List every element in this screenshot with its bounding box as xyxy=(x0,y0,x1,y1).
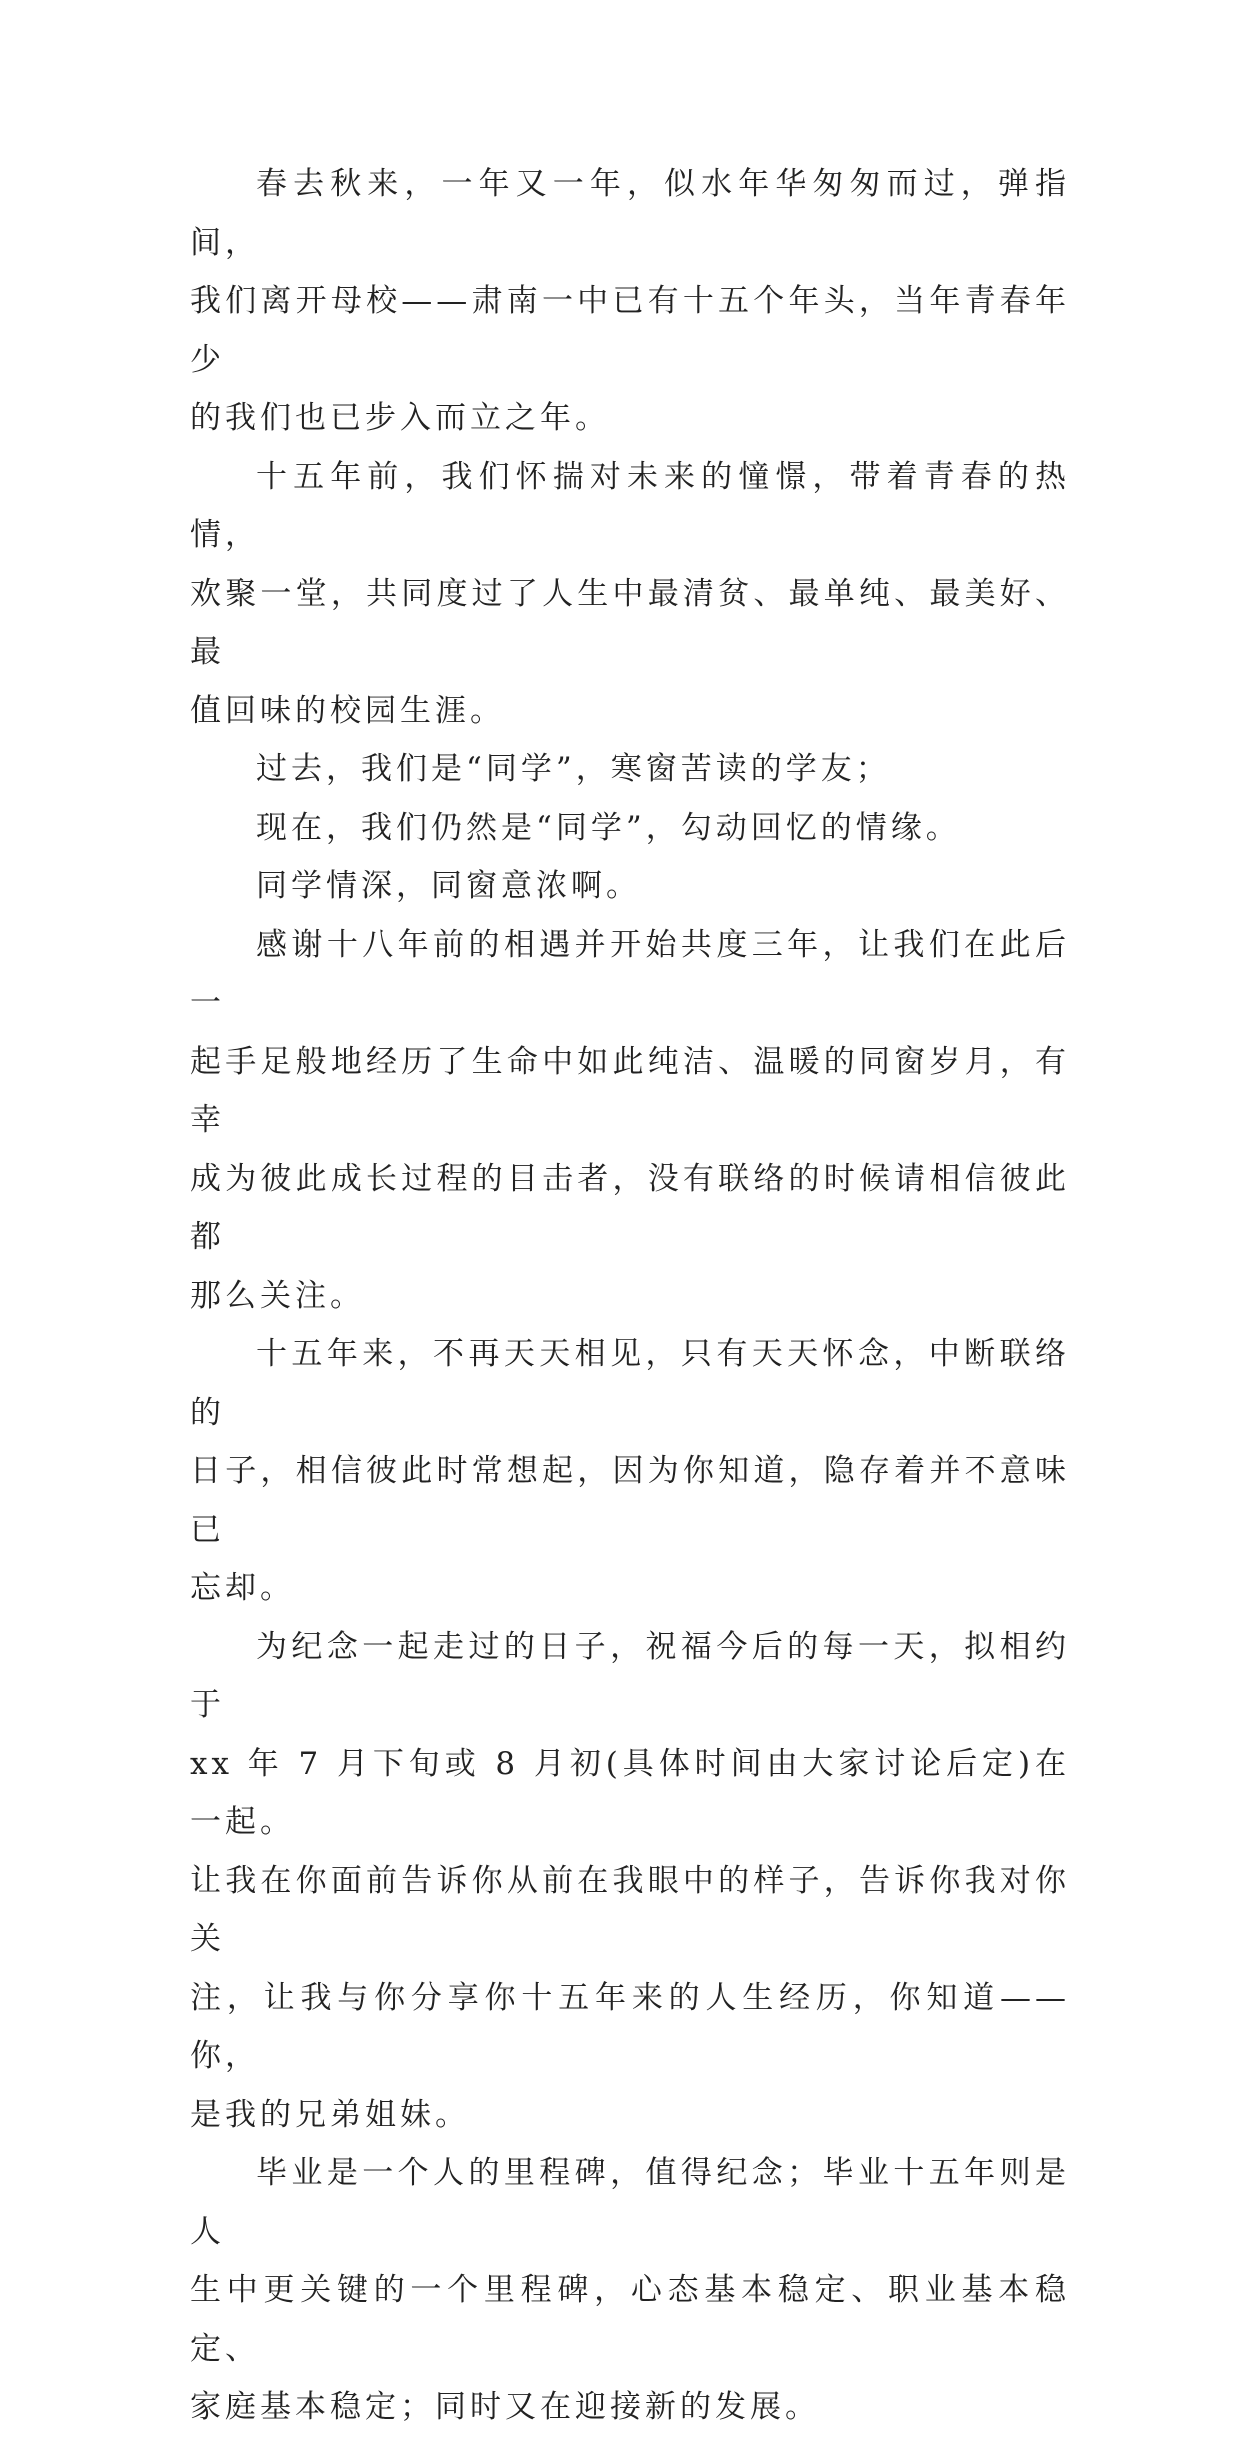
paragraph-1: 春去秋来，一年又一年，似水年华匆匆而过，弹指间， 我们离开母校——肃南一中已有十五个年头，当年青春年少 的我们也已步入而立之年。 xyxy=(190,166,1070,436)
paragraph-6: 感谢十八年前的相遇并开始共度三年，让我们在此后一 起手足般地经历了生命中如此纯洁、温暖的同窗岁月，有幸 成为彼此成长过程的目击者，没有联络的时候请相信彼此都 那么关注。 xyxy=(190,926,1070,1314)
paragraph-9: 毕业是一个人的里程碑，值得纪念；毕业十五年则是人 生中更关键的一个里程碑，心态基本稳定、职业基本稳定、 家庭基本稳定；同时又在迎接新的发展。 xyxy=(190,2155,1070,2425)
paragraph-7: 十五年来，不再天天相见，只有天天怀念，中断联络的 日子，相信彼此时常想起，因为你知道，隐存着并不意味已 忘却。 xyxy=(190,1336,1070,1606)
paragraph-5: 同学情深，同窗意浓啊。 xyxy=(256,868,641,904)
paragraph-3: 过去，我们是“同学”，寒窗苦读的学友； xyxy=(256,751,891,787)
document-body xyxy=(190,155,1070,2437)
paragraph-2: 十五年前，我们怀揣对未来的憧憬，带着青春的热情， 欢聚一堂，共同度过了人生中最清贫、最单纯、最美好、最 值回味的校园生涯。 xyxy=(190,458,1070,729)
paragraph-4: 现在，我们仍然是“同学”，勾动回忆的情缘。 xyxy=(256,809,961,846)
paragraph-8: 为纪念一起走过的日子，祝福今后的每一天，拟相约于 xx 年 7 月下旬或 8 月初(具体时间由大家讨论后定)在一起。 让我在你面前告诉你从前在我眼中的样子，告诉你我对你关 注，让我与你分享你十五年来的人生经历，你知道——你， 是我的兄弟姐妹。 xyxy=(190,1628,1070,2133)
